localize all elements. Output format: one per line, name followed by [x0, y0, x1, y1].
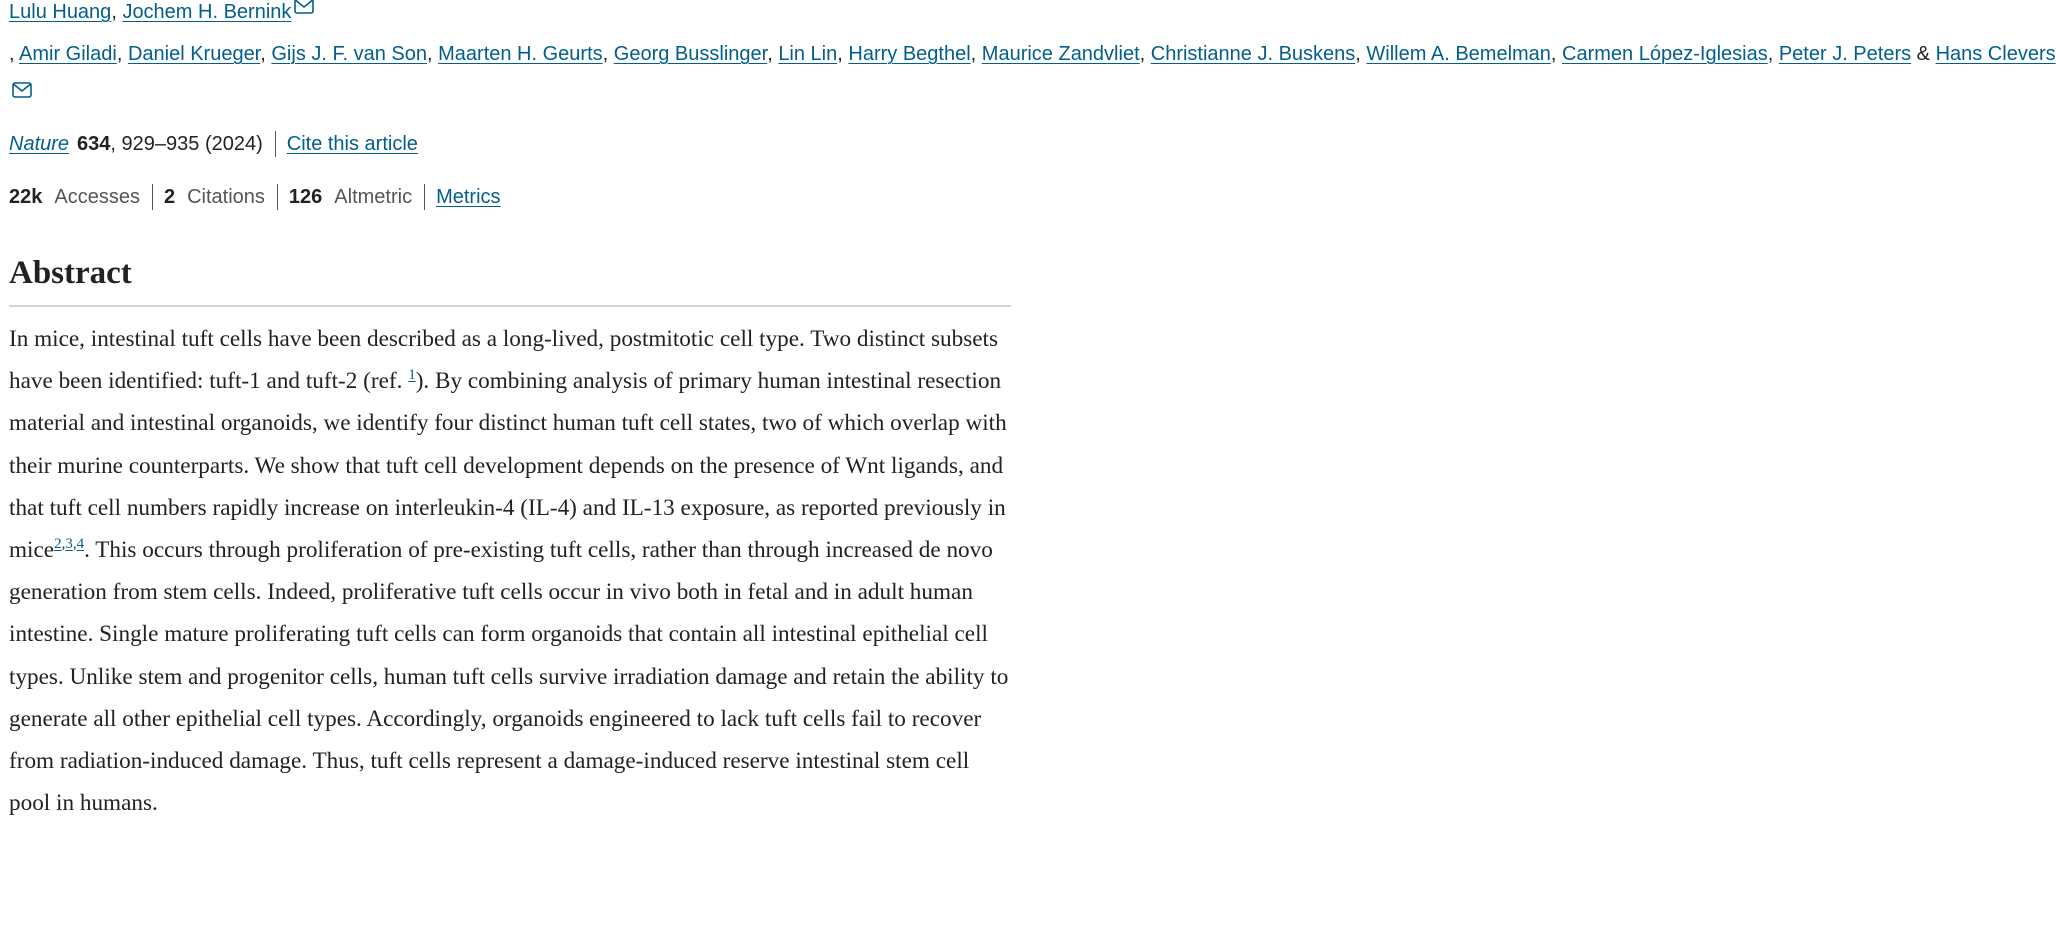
author-link[interactable]: Christianne J. Buskens	[1150, 43, 1356, 65]
divider	[424, 184, 425, 210]
divider	[277, 184, 278, 210]
author-separator: ,	[1355, 43, 1367, 65]
author-separator: ,	[116, 43, 128, 65]
reference-link-4[interactable]: 4	[76, 536, 85, 553]
citations-count: 2	[163, 186, 176, 208]
abstract-text-part: ). By combining analysis of primary human intestinal resection material and intestinal organoids, we identify four distinct human tuft cell states, two of which overlap with their murine counterparts. We show that tuft cell development depends on the presence of Wnt ligands, and that tuft cell numbers rapidly increase on interleukin-4 (IL-4) and IL-13 exposure, as reported previously in mice	[9, 368, 1007, 564]
email-icon[interactable]	[12, 82, 32, 98]
metrics-link[interactable]: Metrics	[436, 186, 501, 208]
author-separator: ,	[260, 43, 272, 65]
abstract-heading: Abstract	[9, 253, 1011, 307]
author-separator: ,	[9, 43, 20, 65]
reference-marker: 2,3,4	[54, 536, 85, 553]
reference-marker	[408, 367, 416, 383]
reference-link-3[interactable]: 3	[65, 536, 73, 553]
cite-this-article-link[interactable]: Cite this article	[286, 133, 418, 155]
citations-label: Citations	[187, 186, 265, 208]
author-link[interactable]: Gijs J. F. van Son	[271, 43, 427, 65]
author-link[interactable]: Maarten H. Geurts	[438, 43, 603, 65]
abstract-text-part: . This occurs through proliferation of pre-existing tuft cells, rather than through increased de novo generation from stem cells. Indeed, proliferative tuft cells occur in vivo both in fetal and in adult human intestine. Single mature proliferating tuft cells can form organoids that contain all intestinal epithelial cell types. Unlike stem and progenitor cells, human tuft cells survive irradiation damage and retain the ability to generate all other epithelial cell types. Accordingly, organoids engineered to lack tuft cells fail to recover from radiation-induced damage. Thus, tuft cells represent a damage-induced reserve intestinal stem cell pool in humans.	[9, 537, 1009, 817]
abstract-text	[9, 318, 1011, 824]
pages-year: , 929–935 (2024)	[110, 133, 263, 155]
email-icon[interactable]	[294, 0, 314, 14]
author-link[interactable]: Jochem H. Bernink	[122, 1, 292, 23]
citation-line	[9, 130, 1011, 158]
author-list	[9, 0, 2056, 117]
author-separator: ,	[1550, 43, 1563, 65]
abstract-text-part: In mice, intestinal tuft cells have been described as a long-lived, postmitotic cell type. Two distinct subsets have been identified: tuft-1 and tuft-2 (ref.	[9, 326, 998, 395]
author-link[interactable]: Amir Giladi	[19, 43, 117, 65]
author-link[interactable]: Carmen López-Iglesias	[1562, 43, 1768, 65]
reference-link-2[interactable]: 2	[54, 536, 62, 553]
author-separator: ,	[1767, 43, 1779, 65]
divider	[152, 184, 153, 210]
author-link[interactable]: Lulu Huang	[9, 1, 112, 23]
author-link[interactable]: Daniel Krueger	[127, 43, 261, 65]
author-link[interactable]: Peter J. Peters	[1778, 43, 1912, 65]
journal-link[interactable]: Nature	[9, 133, 70, 155]
author-link[interactable]: Maurice Zandvliet	[981, 43, 1140, 65]
author-separator: ,	[1139, 43, 1151, 65]
author-link[interactable]: Lin Lin	[778, 43, 838, 65]
divider	[275, 131, 276, 157]
author-separator: ,	[767, 43, 779, 65]
author-separator: ,	[427, 43, 439, 65]
altmetric-score: 126	[288, 186, 323, 208]
metrics-bar	[9, 183, 1011, 211]
author-link[interactable]: Harry Begthel	[848, 43, 971, 65]
reference-link-1[interactable]: 1	[408, 367, 416, 384]
author-link[interactable]: Willem A. Bemelman	[1366, 43, 1551, 65]
author-separator: ,	[111, 1, 123, 23]
accesses-count: 22k	[9, 186, 43, 208]
author-link[interactable]: Georg Busslinger	[613, 43, 768, 65]
volume-number: 634	[77, 133, 111, 155]
author-separator: ,	[970, 43, 982, 65]
author-link[interactable]: Hans Clevers	[1935, 43, 2056, 65]
author-separator: ,	[837, 43, 849, 65]
author-separator: &	[1911, 43, 1936, 65]
accesses-label: Accesses	[54, 186, 140, 208]
altmetric-label: Altmetric	[334, 186, 413, 208]
author-separator: ,	[602, 43, 614, 65]
